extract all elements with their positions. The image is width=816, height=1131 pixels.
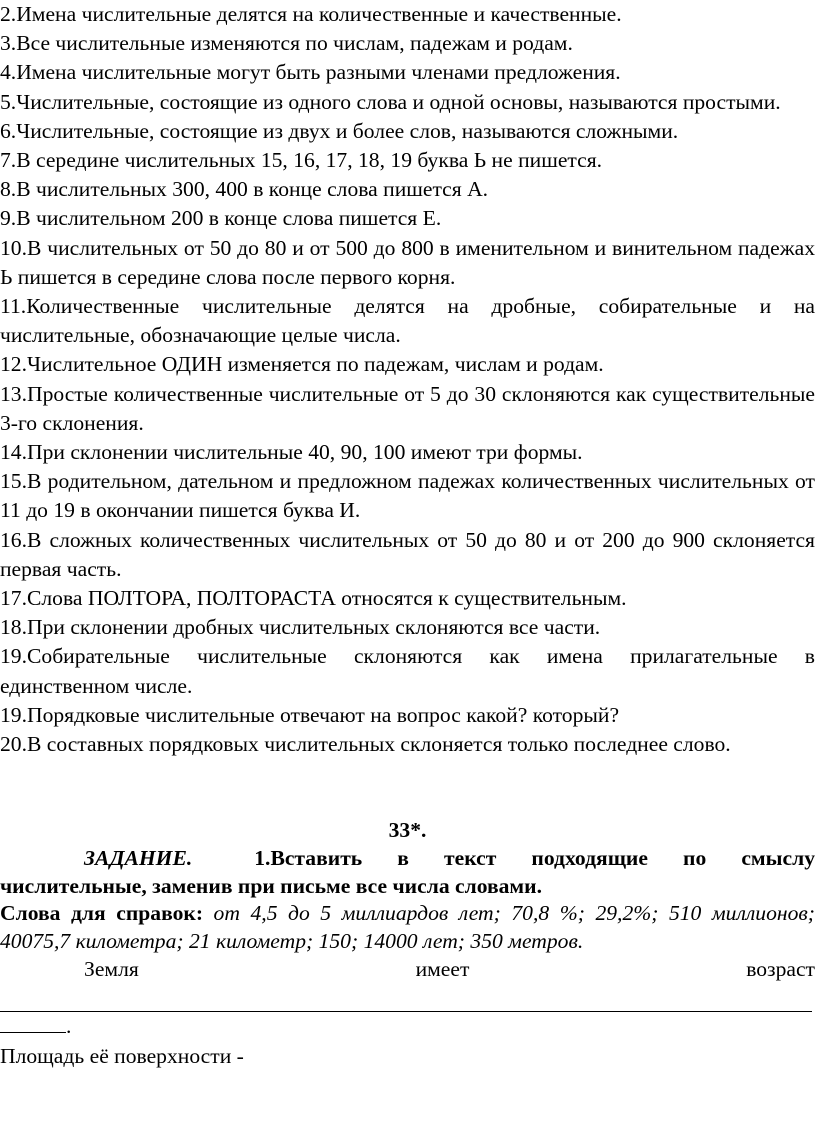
statement-item: 17.Слова ПОЛТОРА, ПОЛТОРАСТА относятся к существительным.: [0, 586, 627, 611]
statement-item: 2.Имена числительные делятся на количественные и качественные.: [0, 2, 622, 26]
statement-item: 8.В числительных 300, 400 в конце слова пишется А.: [0, 177, 489, 202]
statement-item: 12.Числительное ОДИН изменяется по падежам, числам и родам.: [0, 352, 604, 377]
area-sentence: Площадь её поверхности -: [0, 1044, 244, 1069]
task-text: 1.Вставить в текст подходящие по смыслу числительные, заменив при письме все числа словами.: [0, 846, 815, 898]
task-paragraph: [0, 845, 815, 900]
has-word: имеет: [415, 957, 470, 982]
earth-sentence: [0, 955, 815, 983]
answer-blank-end: [0, 1012, 815, 1040]
answer-blank-short[interactable]: [0, 1012, 66, 1033]
statement-item: 18.При склонении дробных числительных склоняются все части.: [0, 615, 601, 640]
reference-paragraph: [0, 900, 815, 955]
period: .: [66, 1014, 72, 1039]
statement-item: 14.При склонении числительные 40, 90, 100 имеют три формы.: [0, 440, 583, 465]
statement-item: 15.В родительном, дательном и предложном падежах количественных числительных от 11 до 19 в окончании пишется буква И.: [0, 469, 815, 523]
statement-item: 6.Числительные, состоящие из двух и более слов, называются сложными.: [0, 118, 679, 143]
answer-blank-line[interactable]: [0, 983, 812, 1012]
statement-item: 4.Имена числительные могут быть разными членами предложения.: [0, 60, 621, 85]
statement-item: 7.В середине числительных 15, 16, 17, 18, 19 буква Ь не пишется.: [0, 148, 603, 173]
task-label: ЗАДАНИЕ.: [84, 846, 193, 871]
statement-item: 11.Количественные числительные делятся на дробные, собирательные и на числительные, обозначающие целые числа.: [0, 294, 815, 348]
statement-item: 9.В числительном 200 в конце слова пишется Е.: [0, 206, 442, 231]
statement-item: 16.В сложных количественных числительных от 50 до 80 и от 200 до 900 склоняется первая часть.: [0, 527, 815, 581]
statement-item: 3.Все числительные изменяются по числам, падежам и родам.: [0, 31, 573, 56]
statement-item: 19.Собирательные числительные склоняются как имена прилагательные в единственном числе.: [0, 644, 815, 698]
statement-item: 19.Порядковые числительные отвечают на вопрос какой? который?: [0, 702, 620, 727]
reference-values: от 4,5 до 5 миллиардов лет; 70,8 %; 29,2%; 510 миллионов; 40075,7 километра; 21 километр; 150; 14000 лет; 350 метров.: [0, 901, 815, 953]
section-number: 33*.: [388, 818, 427, 843]
statement-item: 5.Числительные, состоящие из одного слова и одной основы, называются простыми.: [0, 89, 781, 114]
reference-label: Слова для справок:: [0, 901, 204, 926]
spacer: [0, 759, 815, 816]
statement-item: 13.Простые количественные числительные от 5 до 30 склоняются как существительные 3-го склонения.: [0, 381, 815, 435]
statement-item: 20.В составных порядковых числительных склоняется только последнее слово.: [0, 732, 731, 757]
age-word: возраст: [746, 957, 815, 982]
earth-word: Земля: [84, 957, 139, 982]
statement-item: 10.В числительных от 50 до 80 и от 500 до 800 в именительном и винительном падежах Ь пишется в середине слова после первого корня.: [0, 235, 815, 289]
